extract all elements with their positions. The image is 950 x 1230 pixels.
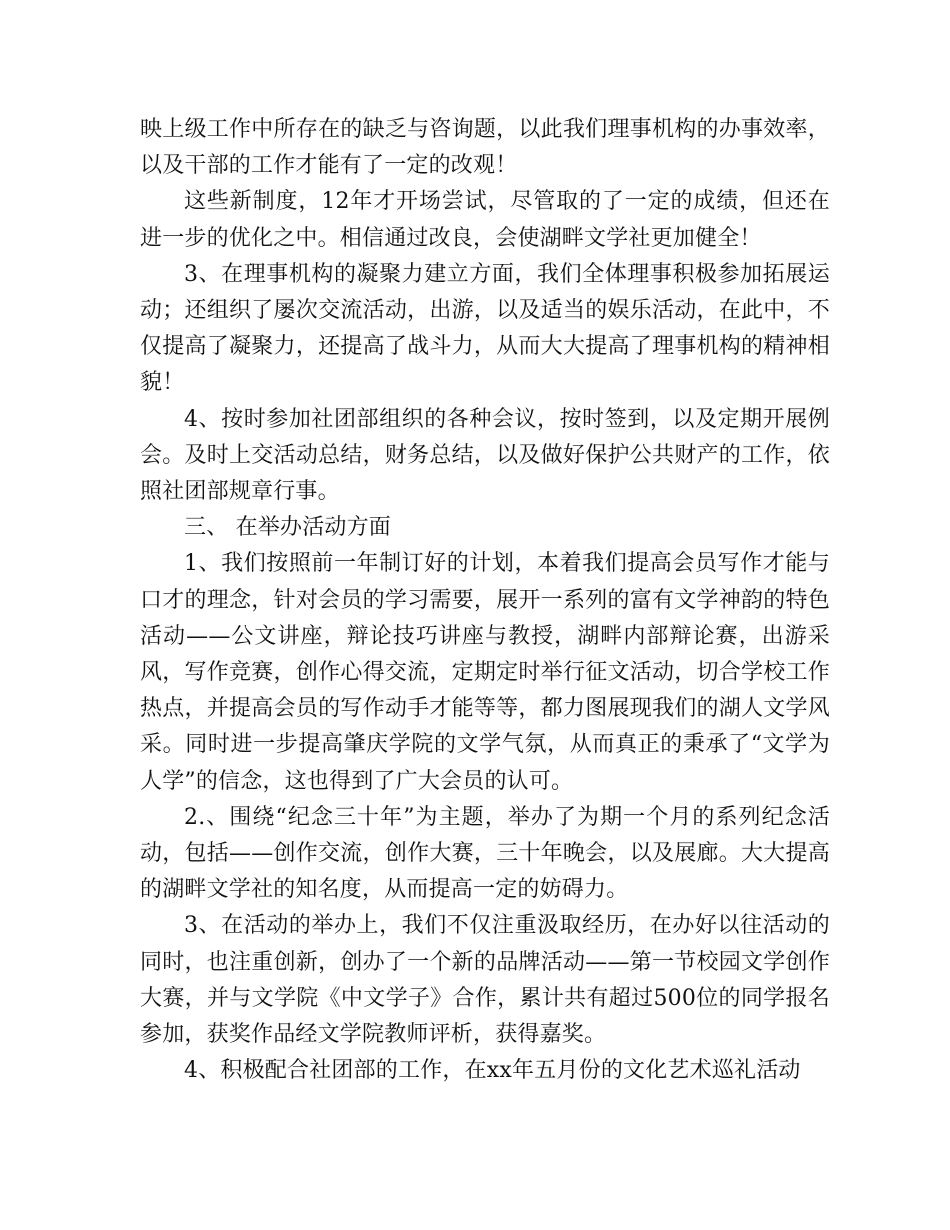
- document-body: [140, 112, 830, 1089]
- paragraph-item-3-cohesion: 3、在理事机构的凝聚力建立方面，我们全体理事积极参加拓展运动；还组织了屡次交流活动，出游，以及适当的娱乐活动，在此中，不仅提高了凝聚力，还提高了战斗力，从而大大提高了理事机构的精神相貌！: [140, 261, 830, 396]
- paragraph-activities-item-3: 3、在活动的举办上，我们不仅注重汲取经历，在办好以往活动的同时，也注重创新，创办了一个新的品牌活动——第一节校园文学创作大赛，并与文学院《中文学子》合作，累计共有超过500位的同学报名参加，获奖作品经文学院教师评析，获得嘉奖。: [140, 913, 830, 1048]
- paragraph-new-system: 这些新制度，12年才开场尝试，尽管取的了一定的成绩，但还在进一步的优化之中。相信通过改良，会使湖畔文学社更加健全！: [140, 189, 830, 251]
- paragraph-item-4-meetings: 4、按时参加社团部组织的各种会议，按时签到，以及定期开展例会。及时上交活动总结，财务总结，以及做好保护公共财产的工作，依照社团部规章行事。: [140, 406, 830, 505]
- paragraph-activities-item-4: 4、积极配合社团部的工作，在xx年五月份的文化艺术巡礼活动: [184, 1058, 801, 1084]
- paragraph-activities-item-2: 2.、围绕“纪念三十年”为主题，举办了为期一个月的系列纪念活动，包括——创作交流，创作大赛，三十年晚会，以及展廊。大大提高的湖畔文学社的知名度，从而提高一定的妨碍力。: [140, 804, 830, 903]
- section-heading-activities: 三、 在举办活动方面: [184, 515, 391, 541]
- paragraph-continuation: 映上级工作中所存在的缺乏与咨询题，以此我们理事机构的办事效率，以及干部的工作才能有了一定的改观！: [140, 117, 830, 179]
- paragraph-activities-item-1: 1、我们按照前一年制订好的计划，本着我们提高会员写作才能与口才的理念，针对会员的学习需要，展开一系列的富有文学神韵的特色活动——公文讲座，辩论技巧讲座与教授，湖畔内部辩论赛，出游采风，写作竞赛，创作心得交流，定期定时举行征文活动，切合学校工作热点，并提高会员的写作动手才能等等，都力图展现我们的湖人文学风采。同时进一步提高肇庆学院的文学气氛，从而真正的秉承了“文学为人学”的信念，这也得到了广大会员的认可。: [140, 551, 830, 794]
